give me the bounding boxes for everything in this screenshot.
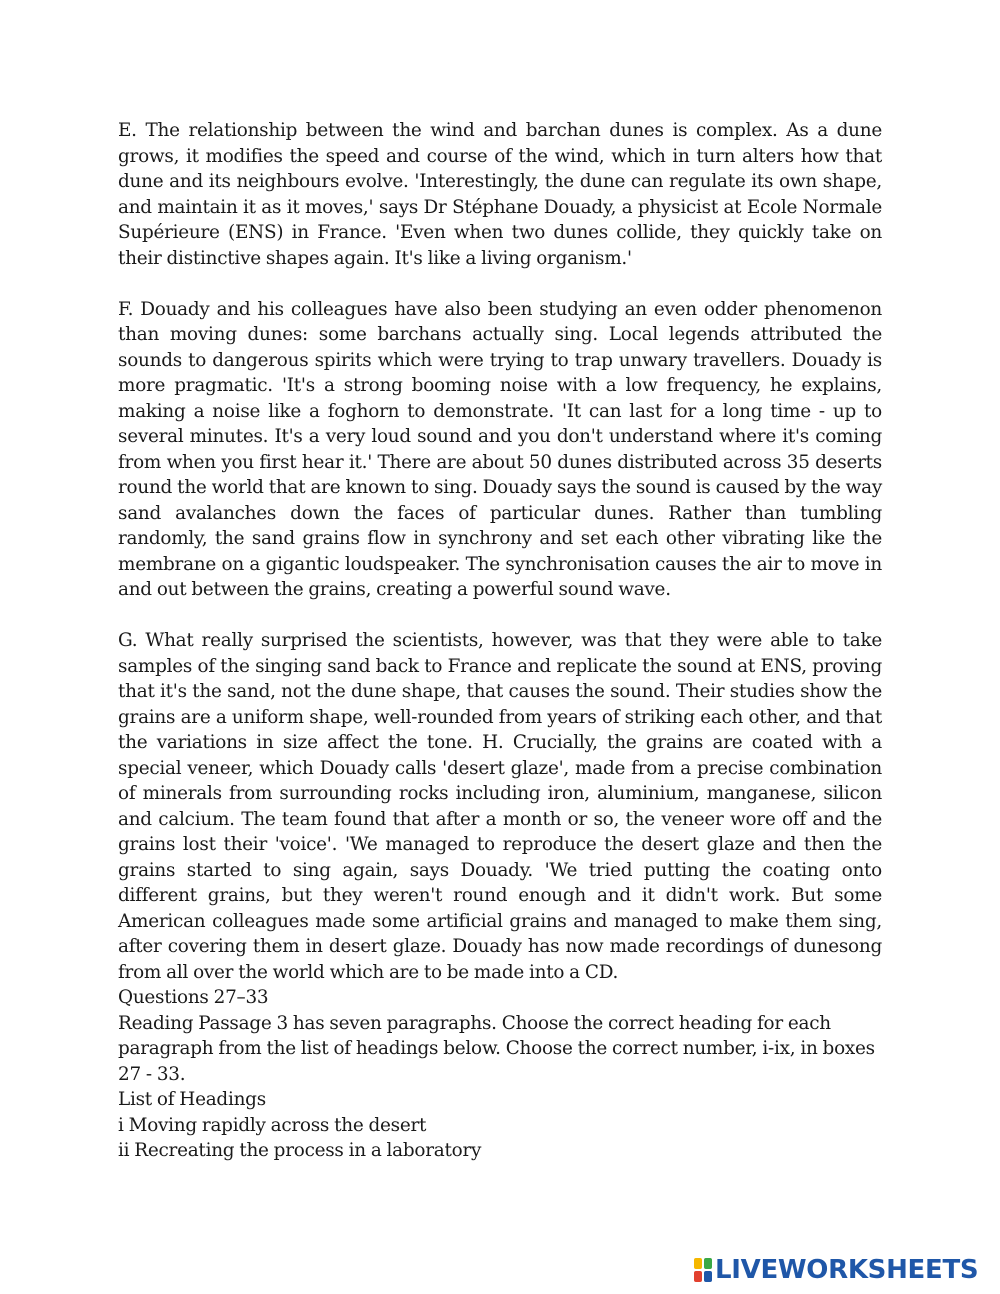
logo-square [704,1271,712,1282]
logo-square [694,1258,702,1269]
paragraph-e: E. The relationship between the wind and barchan dunes is complex. As a dune grows, it modifies the speed and course of the wind, which in turn alters how that dune and its neighbours evolve. 'Interestingly, the dune can regulate its own shape, and maintain it as it moves,' says Dr Stéphane Douady, a physicist at Ecole Normale Supérieure (ENS) in France. 'Even when two dunes collide, they quickly take on their distinctive shapes again. It's like a living organism.' [118,120,882,269]
logo-square [704,1258,712,1269]
headings-title: List of Headings [118,1089,266,1110]
instructions-line: Reading Passage 3 has seven paragraphs. Choose the correct heading for each [118,1012,831,1034]
instructions-line: paragraph from the list of headings below. Choose the correct number, i-ix, in boxes [118,1038,875,1059]
paragraph-gap [118,603,882,629]
paragraph-f: F. Douady and his colleagues have also been studying an even odder phenomenon than moving dunes: some barchans actually sing. Local legends attributed the sounds to dangerous spirits which were trying to trap unwary travellers. Douady is more pragmatic. 'It's a strong booming noise with a low frequency, he explains, making a noise like a foghorn to demonstrate. 'It can last for a long time - up to several minutes. It's a very loud sound and you don't understand where it's coming from when you first hear it.' There are about 50 dunes distributed across 35 deserts round the world that are known to sing. Douady says the sound is caused by the way sand avalanches down the faces of particular dunes. Rather than tumbling randomly, the sand grains flow in synchrony and set each other vibrating like the membrane on a gigantic loudspeaker. The synchronisation causes the air to move in and out between the grains, creating a powerful sound wave. [118,298,882,600]
liveworksheets-logo [693,1254,978,1286]
instructions-line: 27 - 33. [118,1063,186,1085]
heading-item: i Moving rapidly across the desert [118,1114,427,1136]
logo-text: LIVEWORKSHEETS [715,1255,979,1285]
questions-title: Questions 27–33 [118,987,269,1008]
paragraph-gap [118,271,882,297]
worksheet-page [118,118,882,1164]
heading-item: ii Recreating the process in a laboratory [118,1140,482,1161]
paragraph-g: G. What really surprised the scientists, however, was that they were able to take samples of the singing sand back to France and replicate the sound at ENS, proving that it's the sand, not the dune shape, that causes the sound. Their studies show the grains are a uniform shape, well-rounded from years of striking each other, and that the variations in size affect the tone. H. Crucially, the grains are coated with a special veneer, which Douady calls 'desert glaze', made from a precise combination of minerals from surrounding rocks including iron, aluminium, manganese, silicon and calcium. The team found that after a month or so, the veneer wore off and the grains lost their 'voice'. 'We managed to reproduce the desert glaze and then the grains started to sing again, says Douady. 'We tried putting the coating onto different grains, but they weren't round enough and it didn't work. But some American colleagues made some artificial grains and managed to make them sing, after covering them in desert glaze. Douady has now made recordings of dunesong from all over the world which are to be made into a CD. [118,630,882,983]
logo-square [694,1271,702,1282]
logo-squares-icon [693,1257,713,1283]
